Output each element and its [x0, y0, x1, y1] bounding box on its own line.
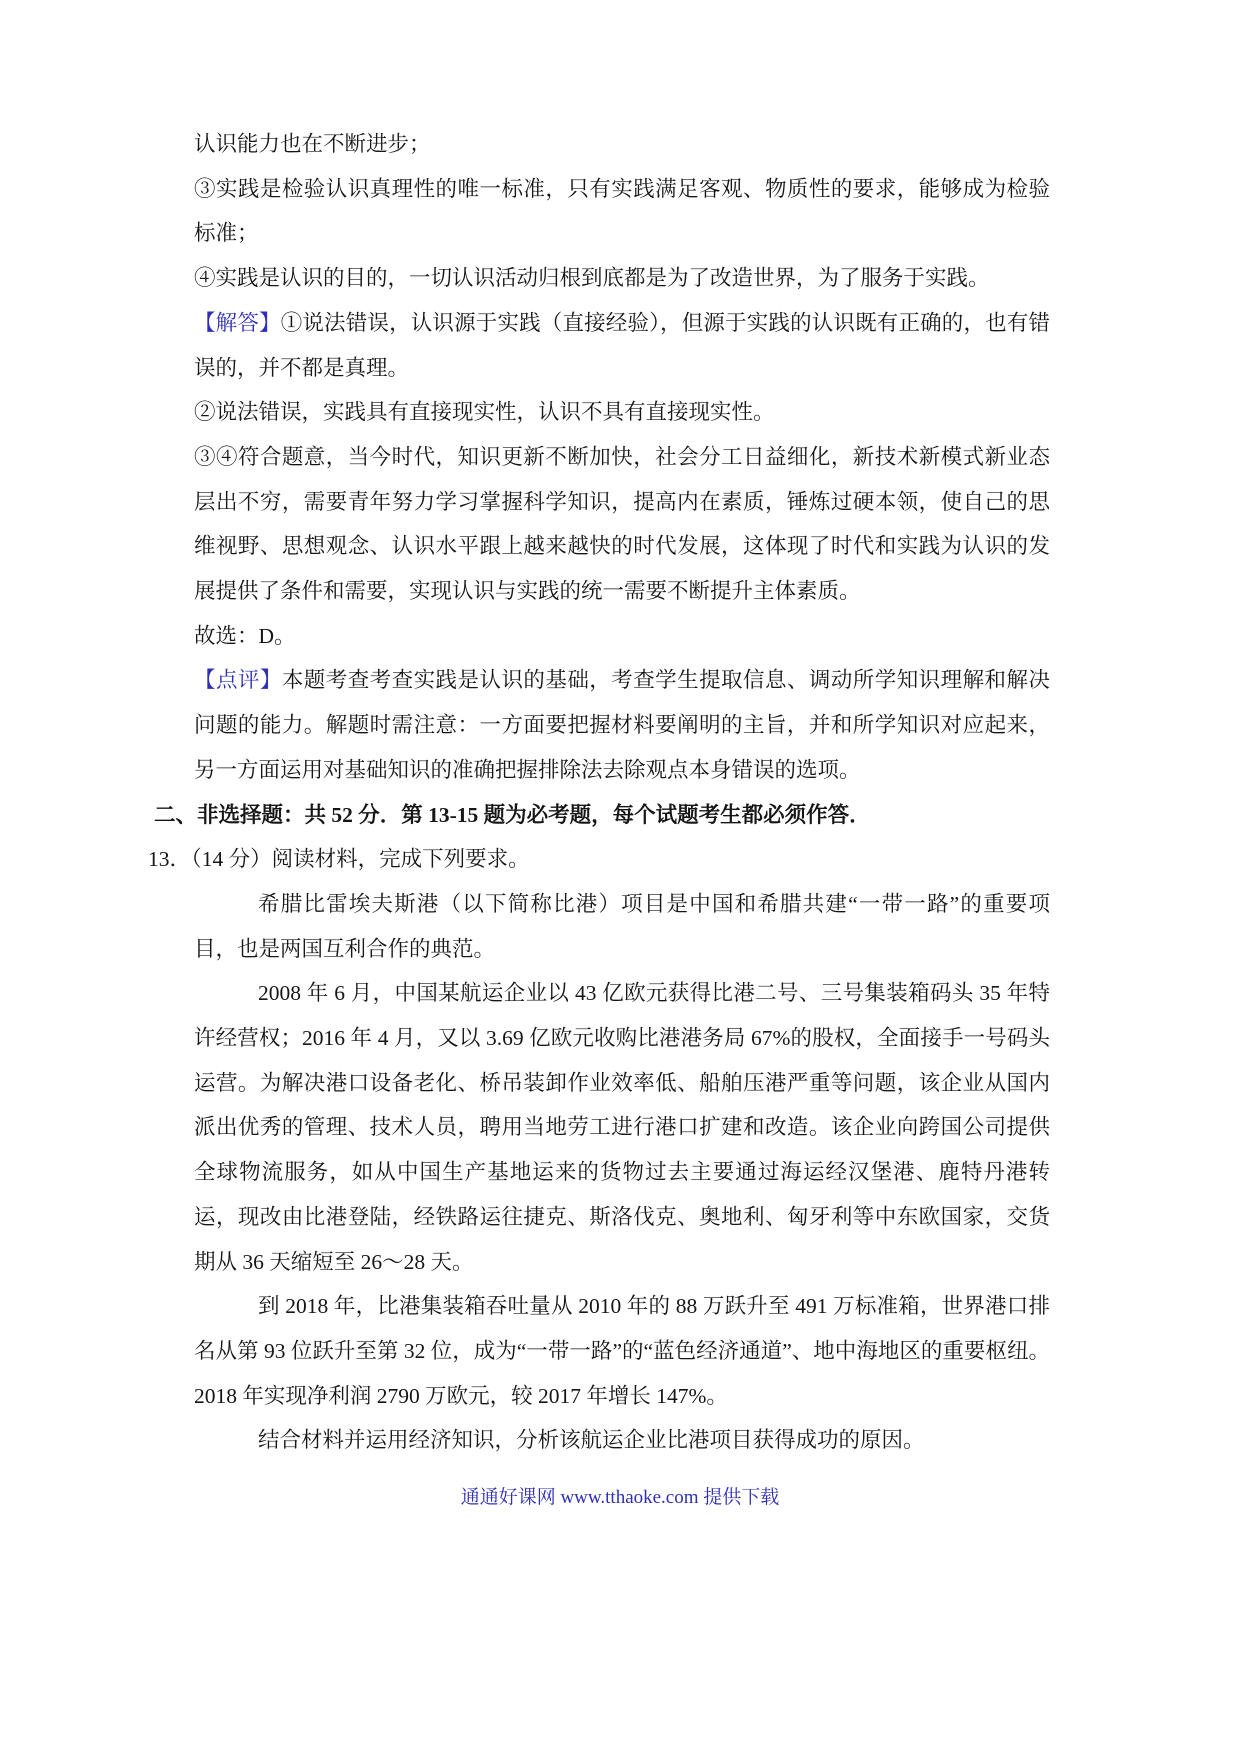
- material-paragraph-2: 2008 年 6 月，中国某航运企业以 43 亿欧元获得比港二号、三号集装箱码头 35 年特许经营权；2016 年 4 月，又以 3.69 亿欧元收购比港港务局 67%的股权，全面接手一号码头运营。为解决港口设备老化、桥吊装卸作业效率低、船舶压港严重等问题，该企业从国内派出优秀的管理、技术人员，聘用当地劳工进行港口扩建和改造。该企业向跨国公司提供全球物流服务，如从中国生产基地运来的货物过去主要通过海运经汉堡港、鹿特丹港转运，现改由比港登陆，经铁路运往捷克、斯洛伐克、奥地利、匈牙利等中东欧国家，交货期从 36 天缩短至 26～28 天。: [194, 981, 1050, 1274]
- dianping-comment-paragraph: [194, 658, 1050, 792]
- paragraph-text: 本题考查考查实践是认识的基础，考查学生提取信息、调动所学知识理解和解决问题的能力。解题时需注意：一方面要把握材料要阐明的主旨，并和所学知识对应起来，另一方面运用对基础知识的准确把握排除法去除观点本身错误的选项。: [194, 668, 1050, 782]
- jieda-explanation-paragraph: [194, 301, 1050, 390]
- jieda-label: 【解答】: [194, 310, 281, 335]
- site-footer: 通通好课网 www.tthaoke.com 提供下载: [460, 1487, 780, 1508]
- material-paragraph-3: 到 2018 年，比港集装箱吞吐量从 2010 年的 88 万跃升至 491 万标准箱，世界港口排名从第 93 位跃升至第 32 位，成为“一带一路”的“蓝色经济通道”、地中海地区的重要枢纽。2018 年实现净利润 2790 万欧元，较 2017 年增长 147%。: [194, 1294, 1050, 1408]
- analysis-point-4: ④实践是认识的目的，一切认识活动归根到底都是为了改造世界，为了服务于实践。: [194, 266, 990, 291]
- analysis-point-3: ③实践是检验认识真理性的唯一标准，只有实践满足客观、物质性的要求，能够成为检验标准；: [194, 176, 1050, 246]
- jieda-point-2: ②说法错误，实践具有直接现实性，认识不具有直接现实性。: [194, 400, 775, 425]
- material-paragraph-1: 希腊比雷埃夫斯港（以下简称比港）项目是中国和希腊共建“一带一路”的重要项目，也是两国互利合作的典范。: [194, 891, 1050, 961]
- answer-continuation-line: 认识能力也在不断进步；: [194, 132, 431, 156]
- section-ii-heading: 二、非选择题：共 52 分．第 13-15 题为必考题，每个试题考生都必须作答．: [154, 802, 871, 827]
- dianping-label: 【点评】: [194, 668, 282, 693]
- answer-choice-line: 故选：D。: [194, 623, 296, 648]
- paragraph-text: ①说法错误，认识源于实践（直接经验），但源于实践的认识既有正确的，也有错误的，并不都是真理。: [194, 310, 1050, 380]
- material-question-task: 结合材料并运用经济知识，分析该航运企业比港项目获得成功的原因。: [258, 1428, 925, 1453]
- exam-document-content: [148, 122, 1050, 1463]
- jieda-point-3-4: ③④符合题意，当今时代，知识更新不断加快，社会分工日益细化，新技术新模式新业态层出不穷，需要青年努力学习掌握科学知识，提高内在素质，锤炼过硬本领，使自己的思维视野、思想观念、认识水平跟上越来越快的时代发展，这体现了时代和实践为认识的发展提供了条件和需要，实现认识与实践的统一需要不断提升主体素质。: [194, 444, 1050, 604]
- question-13-line: 13．（14 分）阅读材料，完成下列要求。: [148, 847, 530, 872]
